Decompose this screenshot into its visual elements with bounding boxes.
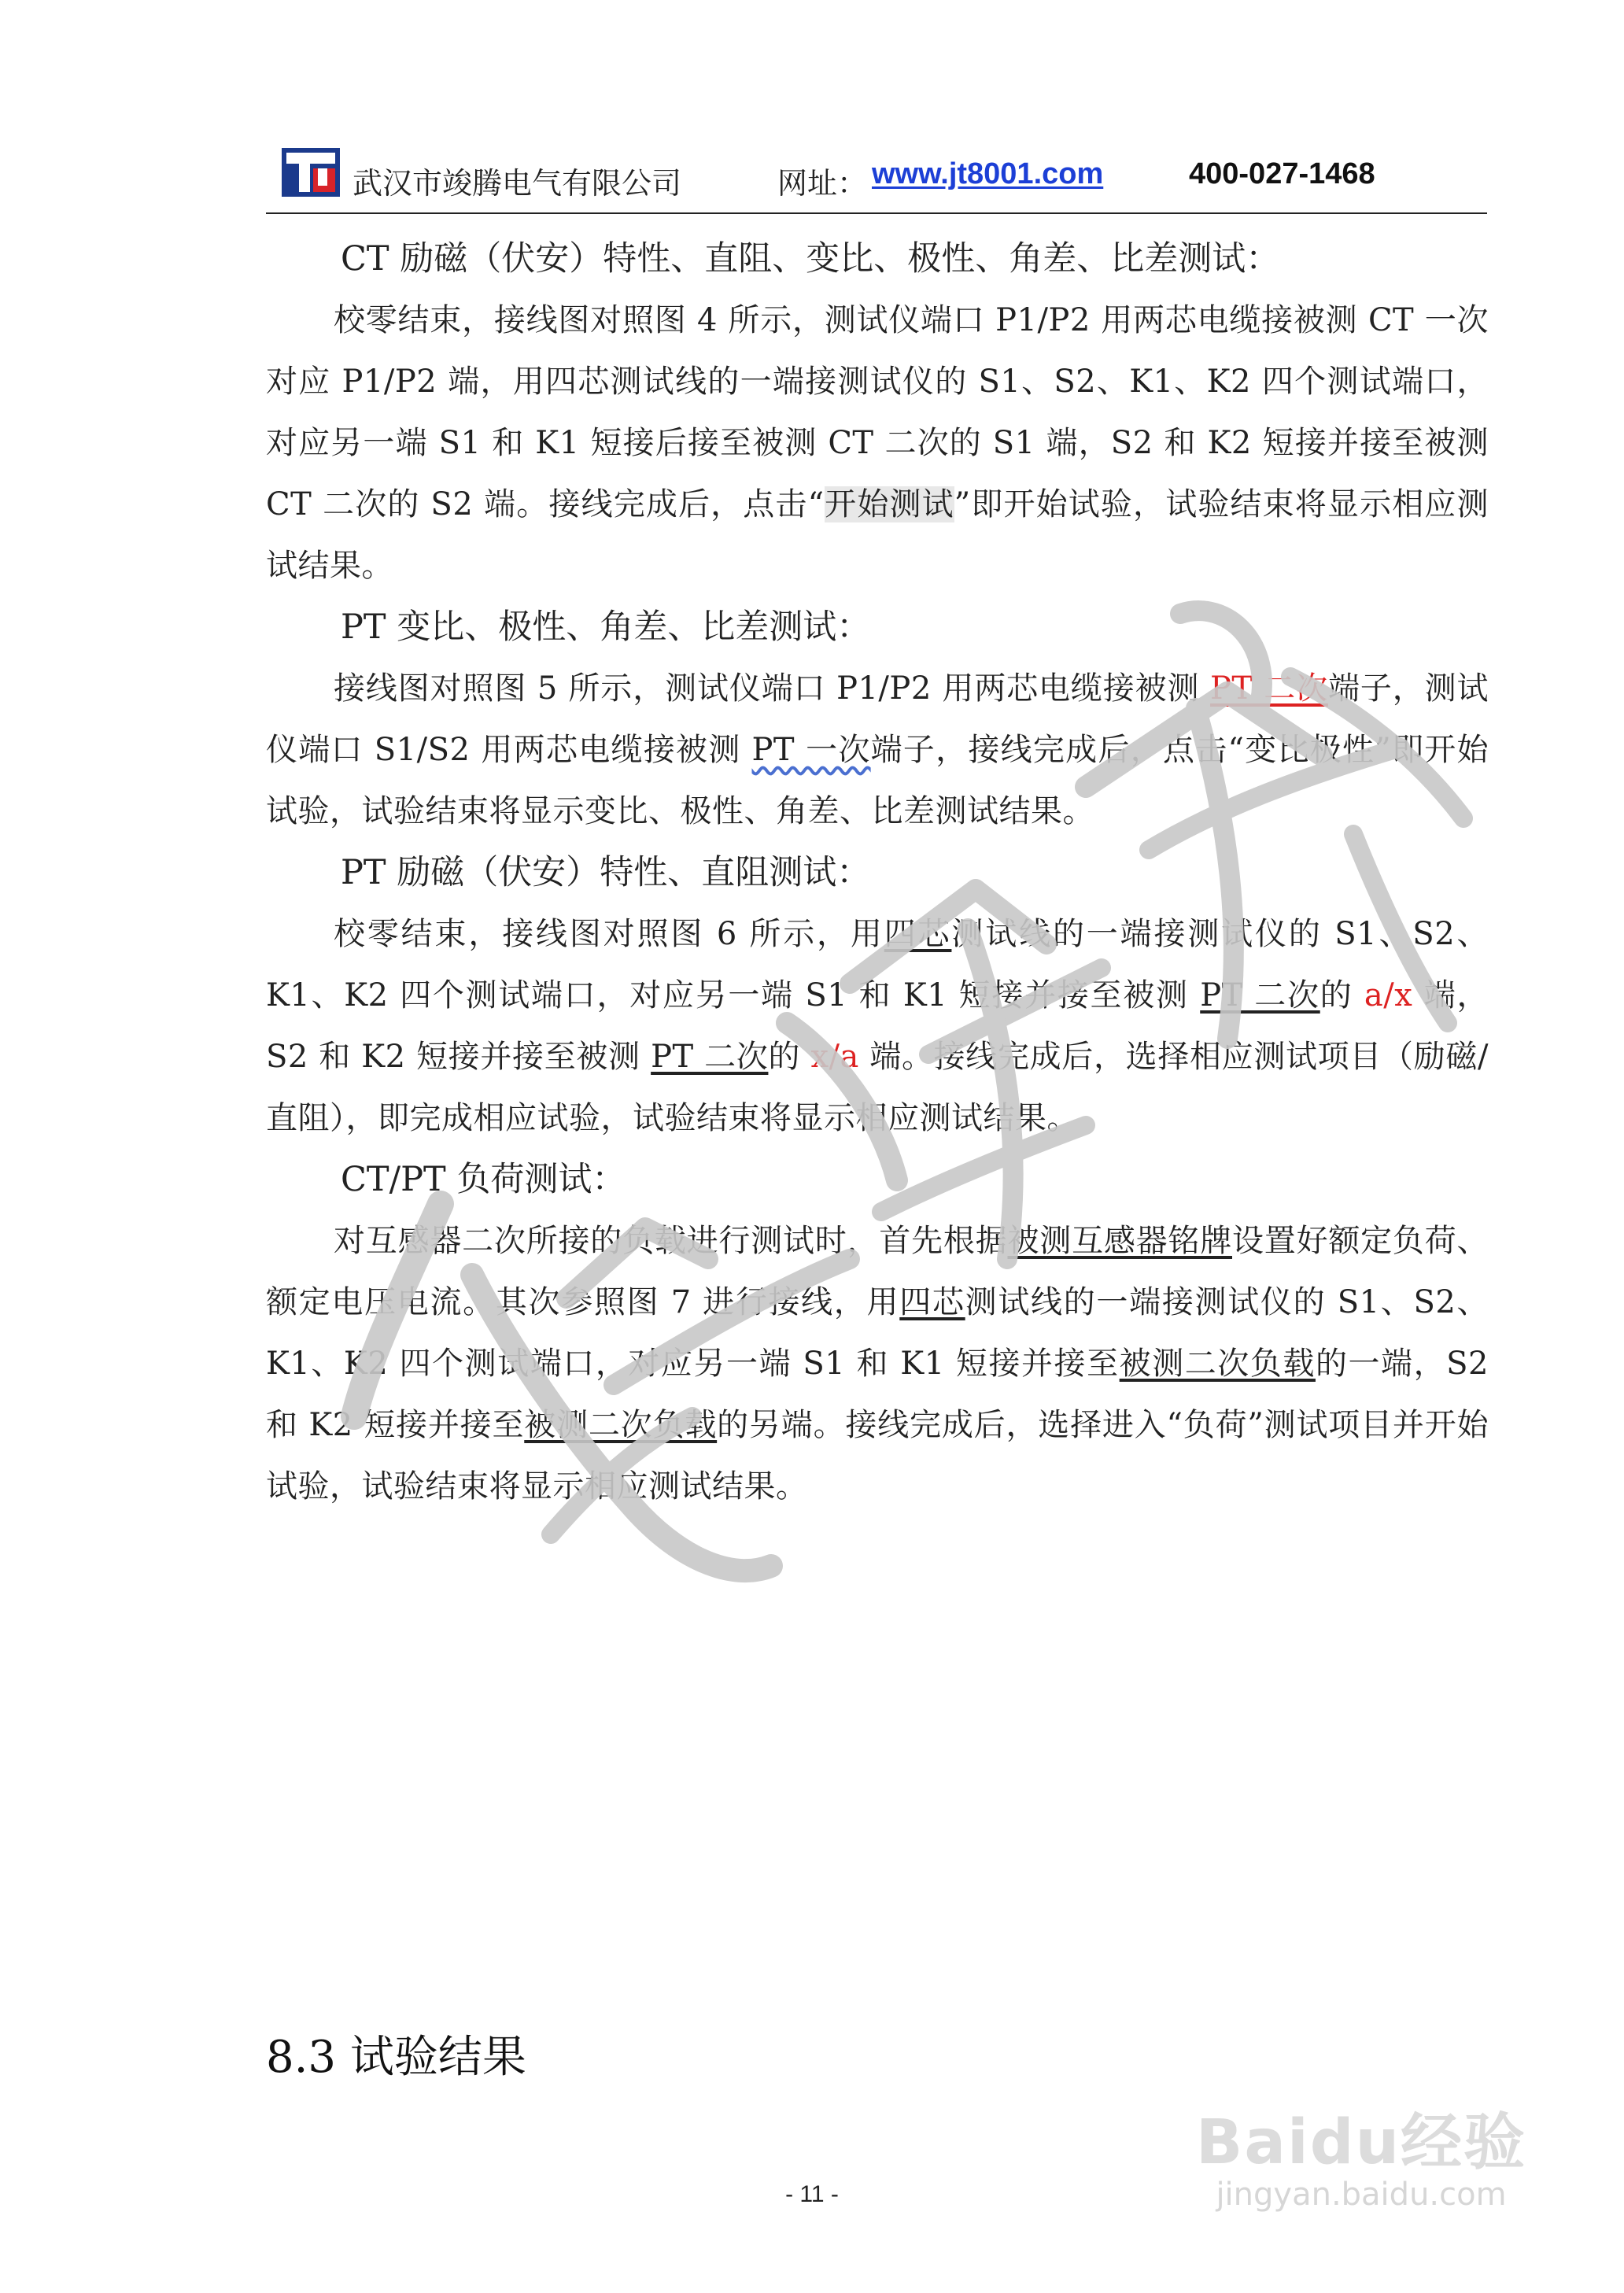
pt-ratio-heading: PT 变比、极性、角差、比差测试： [341, 607, 871, 647]
page-header [266, 142, 1487, 212]
load-test-paragraph: 对互感器二次所接的负载进行测试时，首先根据被测互感器铭牌设置好额定负荷、额定电压电流。其次参照图 7 进行接线，用四芯测试线的一端接测试仪的 S1、S2、K1、K2 四个测试端口，对应另一端 S1 和 K1 短接并接至被测二次负载的一端，S2 和 K2 短接并接至被测二次负载的另端。接线完成后，选择进入“负荷”测试项目并开始试验，试验结束将显示相应测试结果。 [266, 1223, 1489, 1505]
ct-test-paragraph: 校零结束，接线图对照图 4 所示，测试仪端口 P1/P2 用两芯电缆接被测 CT 一次对应 P1/P2 端，用四芯测试线的一端接测试仪的 S1、S2、K1、K2 四个测试端口，对应另一端 S1 和 K1 短接后接至被测 CT 二次的 S1 端，S2 和 K2 短接并接至被测 CT 二次的 S2 端。接线完成后，点击“开始测试”即开始试验，试验结束将显示相应测试结果。 [266, 302, 1489, 584]
pt-primary-wavy: PT 一次 [751, 732, 871, 768]
start-test-text: 开始测试 [824, 486, 954, 522]
page-number: - 11 - [785, 2181, 839, 2207]
baidu-watermark-brand: Baidu经验 [1195, 2107, 1527, 2178]
website-link[interactable]: www.jt8001.com [872, 157, 1104, 190]
pt-excitation-paragraph: 校零结束，接线图对照图 6 所示，用四芯测试线的一端接测试仪的 S1、S2、K1、K2 四个测试端口，对应另一端 S1 和 K1 短接并接至被测 PT 二次的 a/x 端，S2 和 K2 短接并接至被测 PT 二次的 x/a 端。接线完成后，选择相应测试项目（励磁/直阻），即完成相应试验，试验结束将显示相应测试结果。 [266, 916, 1489, 1136]
pt-secondary-red: PT 二次 [1210, 670, 1328, 707]
company-name: 武汉市竣腾电气有限公司 [352, 166, 682, 201]
baidu-watermark-site: jingyan.baidu.com [1216, 2177, 1507, 2213]
header-divider [266, 212, 1487, 214]
document-body [266, 228, 1489, 1517]
company-logo-icon [282, 148, 340, 197]
url-label: 网址： [777, 166, 868, 201]
baidu-watermark [1157, 2093, 1566, 2213]
pt-excitation-heading: PT 励磁（伏安）特性、直阻测试： [341, 853, 871, 892]
load-test-heading: CT/PT 负荷测试： [341, 1160, 626, 1199]
pt-ratio-paragraph: 接线图对照图 5 所示，测试仪端口 P1/P2 用两芯电缆接被测 PT 二次端子，测试仪端口 S1/S2 用两芯电缆接被测 PT 一次端子，接线完成后，点击“变比极性”即开始试验，试验结束将显示变比、极性、角差、比差测试结果。 [266, 670, 1489, 829]
ct-test-heading: CT 励磁（伏安）特性、直阻、变比、极性、角差、比差测试： [341, 239, 1280, 279]
phone-number: 400-027-1468 [1189, 157, 1375, 190]
section-title: 8.3 试验结果 [266, 2032, 526, 2083]
